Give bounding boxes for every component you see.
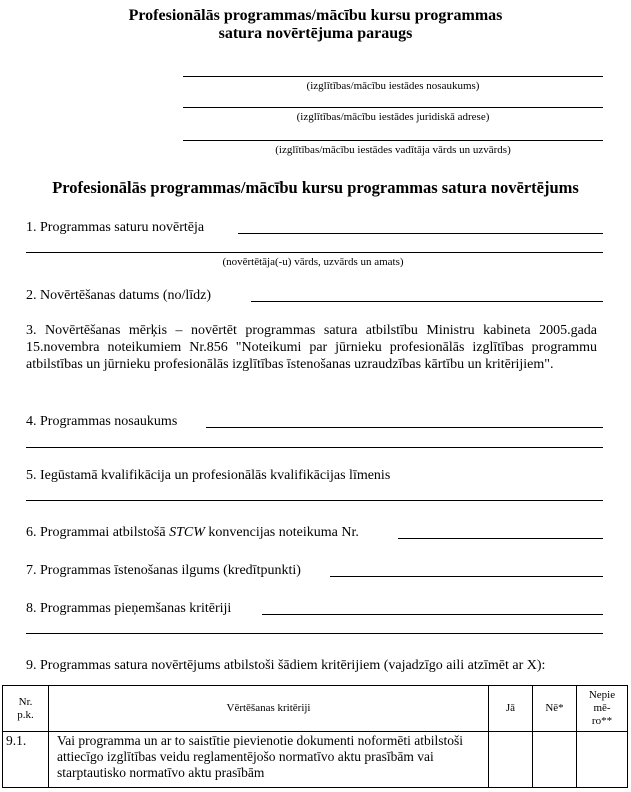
row-no-cell[interactable] [533, 732, 577, 788]
table-row [3, 732, 628, 788]
header-na-line2: mē- [593, 702, 611, 714]
field-7-line[interactable] [330, 576, 603, 577]
field-6-label-prefix: 6. Programmai atbilstošā [26, 525, 170, 540]
field-1-label: 1. Programmas saturu novērtēja [26, 220, 205, 235]
header-not-applicable [577, 686, 628, 732]
header-criteria: Vērtēšanas kritēriji [49, 686, 489, 732]
field-8-label: 8. Programmas pieņemšanas kritēriji [26, 601, 232, 616]
field-3-paragraph: 3. Novērtēšanas mērķis – novērtēt programmas satura atbilstību Ministru kabineta 2005.gada 15.novembra noteikumiem Nr.856 "Noteikumi par jūrnieku profesionālās izglītības programmu atbilstības un jūrnieku profesionālās izglītības īstenošanas uzraudzības kārtību un kritērijiem". [26, 323, 597, 372]
institution-address-line[interactable] [183, 107, 603, 108]
header-nr-line1: Nr. [18, 695, 33, 708]
header-yes: Jā [489, 686, 533, 732]
field-9-label: 9. Programmas satura novērtējums atbilstoši šādiem kritērijiem (vajadzīgo aili atzīmēt ar X): [26, 658, 546, 673]
institution-address-caption: (izglītības/mācību iestādes juridiskā adrese) [296, 111, 490, 123]
field-4-line[interactable] [206, 427, 603, 428]
field-2-line[interactable] [251, 301, 603, 302]
row-yes-cell[interactable] [489, 732, 533, 788]
header-nr-line2: p.k. [17, 708, 34, 721]
document-title-line1: Profesionālās programmas/mācību kursu programmas [128, 7, 503, 24]
field-4-label: 4. Programmas nosaukums [26, 414, 178, 429]
institution-director-line[interactable] [183, 140, 603, 141]
institution-name-line[interactable] [183, 76, 603, 77]
field-6-label-stcw: STCW [169, 525, 205, 540]
table-header-row [3, 686, 628, 732]
field-6-label-suffix: konvencijas noteikuma Nr. [204, 525, 359, 540]
section-title: Profesionālās programmas/mācību kursu programmas satura novērtējums [52, 178, 579, 197]
field-5-line[interactable] [26, 500, 603, 501]
criteria-table [2, 685, 628, 788]
field-8-line-2[interactable] [26, 633, 603, 634]
institution-director-caption: (izglītības/mācību iestādes vadītāja vārds un uzvārds) [275, 144, 511, 156]
header-na-line1: Nepie [588, 689, 616, 701]
field-1-line-2[interactable] [26, 252, 603, 253]
institution-name-caption: (izglītības/mācību iestādes nosaukums) [306, 80, 480, 92]
row-na-cell[interactable] [577, 732, 628, 788]
document-title-line2: satura novērtējuma paraugs [218, 25, 413, 42]
field-4-line-2[interactable] [26, 447, 603, 448]
field-2-label: 2. Novērtēšanas datums (no/līdz) [26, 288, 212, 303]
field-5-label: 5. Iegūstamā kvalifikācija un profesionālās kvalifikācijas līmenis [26, 468, 391, 483]
field-1-caption: (novērtētāja(-u) vārds, uzvārds un amats) [222, 256, 404, 268]
row-criterion: Vai programma un ar to saistītie pievienotie dokumenti noformēti atbilstoši attiecīgo izglītības veidu reglamentējošo normatīvo aktu prasībām vai starptautisko normatīvo aktu prasībām [49, 732, 489, 788]
row-nr: 9.1. [3, 732, 49, 788]
field-8-line[interactable] [262, 614, 603, 615]
header-nr [3, 686, 49, 732]
header-no: Nē* [533, 686, 577, 732]
field-7-label: 7. Programmas īstenošanas ilgums (kredītpunkti) [26, 563, 301, 578]
header-na-line3: ro** [591, 715, 613, 727]
field-6-label [26, 524, 359, 541]
field-1-line[interactable] [238, 233, 603, 234]
field-6-line[interactable] [398, 538, 603, 539]
